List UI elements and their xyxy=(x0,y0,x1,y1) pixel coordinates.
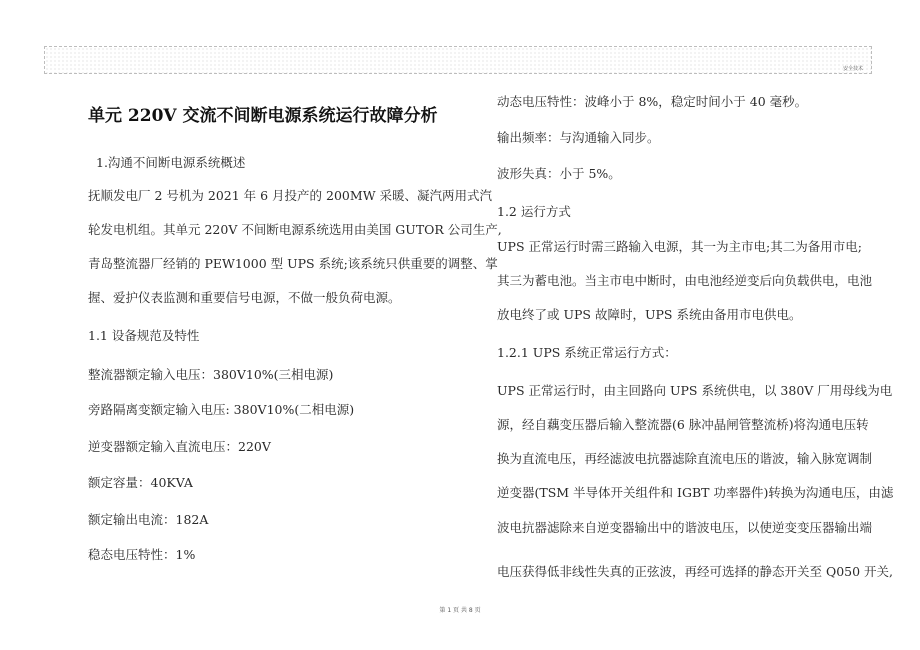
right-text-line: 1.2.1 UPS 系统正常运行方式： xyxy=(497,345,677,360)
left-text-line: 额定输出电流：182A xyxy=(88,512,209,527)
left-text-line: 额定容量：40KVA xyxy=(88,475,193,490)
right-text-line: 1.2 运行方式 xyxy=(497,204,571,219)
left-text-line: 稳态电压特性：1% xyxy=(88,547,196,562)
right-text-line: 放电终了或 UPS 故障时，UPS 系统由备用市电供电。 xyxy=(497,307,802,322)
right-text-line: 波形失真：小于 5%。 xyxy=(497,166,621,181)
document-title: 单元 220V 交流不间断电源系统运行故障分析 xyxy=(88,106,438,126)
right-text-line: 动态电压特性：波峰小于 8%，稳定时间小于 40 毫秒。 xyxy=(497,94,808,109)
left-text-line: 轮发电机组。其单元 220V 不间断电源系统选用由美国 GUTOR 公司生产, xyxy=(88,222,502,237)
left-text-line: 整流器额定输入电压：380V10%(三相电源) xyxy=(88,367,334,382)
header-band xyxy=(44,46,872,74)
left-text-line: 逆变器额定输入直流电压：220V xyxy=(88,439,271,454)
left-text-line: 握、爱护仪表监测和重要信号电源，不做一般负荷电源。 xyxy=(88,290,401,305)
right-text-line: 电压获得低非线性失真的正弦波，再经可选择的静态开关至 Q050 开关, xyxy=(497,564,894,579)
right-text-line: 换为直流电压，再经滤波电抗器滤除直流电压的谐波，输入脉宽调制 xyxy=(497,451,873,466)
page-footer: 第 1 页 共 8 页 xyxy=(439,607,481,614)
left-text-line: 1.1 设备规范及特性 xyxy=(88,328,200,343)
left-text-line: 1.沟通不间断电源系统概述 xyxy=(96,155,246,170)
right-text-line: 其三为蓄电池。当主市电中断时，由电池经逆变后向负载供电，电池 xyxy=(497,273,873,288)
left-text-line: 旁路隔离变额定输入电压: 380V10%(二相电源) xyxy=(88,402,355,417)
right-text-line: 波电抗器滤除来自逆变器输出中的谐波电压，以使逆变变压器输出端 xyxy=(497,520,873,535)
header-tag: 安全技术 xyxy=(842,66,863,72)
right-text-line: 源，经自藕变压器后输入整流器(6 脉冲晶闸管整流桥)将沟通电压转 xyxy=(497,417,869,432)
left-text-line: 抚顺发电厂 2 号机为 2021 年 6 月投产的 200MW 采暖、凝汽两用式汽 xyxy=(88,188,493,203)
right-text-line: UPS 正常运行时，由主回路向 UPS 系统供电，以 380V 厂用母线为电 xyxy=(497,383,893,398)
right-text-line: 逆变器(TSM 半导体开关组件和 IGBT 功率器件)转换为沟通电压，由滤 xyxy=(497,485,894,500)
right-text-line: 输出频率：与沟通输入同步。 xyxy=(497,130,660,145)
left-text-line: 青岛整流器厂经销的 PEW1000 型 UPS 系统;该系统只供重要的调整、掌 xyxy=(88,256,498,271)
right-text-line: UPS 正常运行时需三路输入电源，其一为主市电;其二为备用市电; xyxy=(497,239,862,254)
